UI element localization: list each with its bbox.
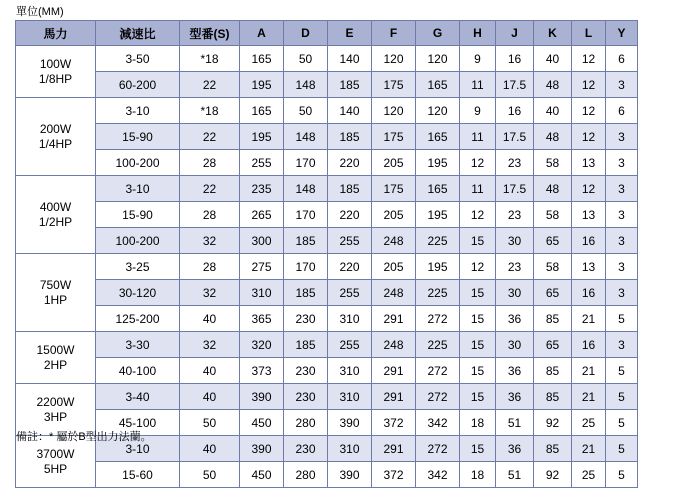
- cell-a: 450: [240, 410, 284, 436]
- cell-l: 21: [572, 358, 606, 384]
- cell-model: *18: [180, 98, 240, 124]
- cell-g: 342: [416, 410, 460, 436]
- cell-j: 51: [496, 462, 534, 488]
- cell-a: 365: [240, 306, 284, 332]
- column-header-power: 馬力: [16, 21, 96, 46]
- cell-model: 22: [180, 124, 240, 150]
- table-row: [16, 254, 638, 280]
- cell-l: 12: [572, 72, 606, 98]
- cell-f: 372: [372, 462, 416, 488]
- table-row: [16, 332, 638, 358]
- column-header-d: D: [284, 21, 328, 46]
- table-header-row: [16, 21, 638, 46]
- cell-model: 22: [180, 176, 240, 202]
- cell-k: 85: [534, 436, 572, 462]
- cell-y: 3: [606, 202, 638, 228]
- cell-d: 148: [284, 176, 328, 202]
- cell-h: 15: [460, 228, 496, 254]
- column-header-a: A: [240, 21, 284, 46]
- cell-power: [16, 332, 96, 384]
- cell-g: 225: [416, 332, 460, 358]
- cell-f: 205: [372, 254, 416, 280]
- cell-ratio: 125-200: [96, 306, 180, 332]
- cell-k: 58: [534, 202, 572, 228]
- cell-f: 175: [372, 72, 416, 98]
- cell-h: 11: [460, 124, 496, 150]
- cell-k: 40: [534, 46, 572, 72]
- cell-a: 300: [240, 228, 284, 254]
- cell-j: 17.5: [496, 72, 534, 98]
- cell-g: 195: [416, 150, 460, 176]
- cell-h: 15: [460, 306, 496, 332]
- cell-e: 185: [328, 72, 372, 98]
- cell-y: 3: [606, 124, 638, 150]
- cell-g: 272: [416, 384, 460, 410]
- cell-f: 248: [372, 228, 416, 254]
- cell-d: 185: [284, 280, 328, 306]
- cell-d: 280: [284, 462, 328, 488]
- cell-f: 205: [372, 150, 416, 176]
- cell-e: 310: [328, 306, 372, 332]
- table-row: [16, 98, 638, 124]
- cell-g: 120: [416, 46, 460, 72]
- cell-g: 272: [416, 306, 460, 332]
- cell-h: 15: [460, 384, 496, 410]
- cell-k: 48: [534, 176, 572, 202]
- cell-k: 40: [534, 98, 572, 124]
- cell-f: 175: [372, 176, 416, 202]
- cell-h: 12: [460, 150, 496, 176]
- unit-label: 單位(MM): [16, 6, 64, 18]
- cell-d: 230: [284, 358, 328, 384]
- cell-j: 17.5: [496, 176, 534, 202]
- power-line-2: 3HP: [43, 409, 68, 424]
- cell-y: 3: [606, 72, 638, 98]
- cell-j: 17.5: [496, 124, 534, 150]
- cell-k: 58: [534, 254, 572, 280]
- cell-y: 5: [606, 436, 638, 462]
- cell-h: 12: [460, 202, 496, 228]
- table-row: [16, 358, 638, 384]
- cell-e: 310: [328, 436, 372, 462]
- cell-j: 51: [496, 410, 534, 436]
- table-row: [16, 202, 638, 228]
- cell-model: 28: [180, 150, 240, 176]
- cell-e: 220: [328, 254, 372, 280]
- cell-y: 5: [606, 384, 638, 410]
- cell-y: 3: [606, 228, 638, 254]
- power-line-2: 1HP: [43, 292, 68, 307]
- cell-k: 48: [534, 72, 572, 98]
- column-header-e: E: [328, 21, 372, 46]
- cell-y: 6: [606, 46, 638, 72]
- cell-ratio: 3-25: [96, 254, 180, 280]
- cell-j: 16: [496, 46, 534, 72]
- cell-a: 390: [240, 384, 284, 410]
- cell-y: 3: [606, 254, 638, 280]
- cell-a: 265: [240, 202, 284, 228]
- power-line-2: 1/8HP: [38, 71, 73, 86]
- cell-k: 48: [534, 124, 572, 150]
- cell-a: 450: [240, 462, 284, 488]
- cell-f: 291: [372, 358, 416, 384]
- cell-g: 225: [416, 228, 460, 254]
- cell-ratio: 3-30: [96, 332, 180, 358]
- column-header-h: H: [460, 21, 496, 46]
- cell-j: 23: [496, 254, 534, 280]
- cell-g: 195: [416, 254, 460, 280]
- cell-g: 225: [416, 280, 460, 306]
- table-body: [16, 46, 638, 488]
- cell-power: [16, 46, 96, 98]
- cell-f: 248: [372, 280, 416, 306]
- cell-a: 165: [240, 98, 284, 124]
- power-line-2: 2HP: [43, 357, 68, 372]
- column-header-model: 型番(S): [180, 21, 240, 46]
- cell-k: 65: [534, 280, 572, 306]
- cell-l: 12: [572, 176, 606, 202]
- power-line-2: 5HP: [43, 461, 68, 476]
- cell-j: 36: [496, 306, 534, 332]
- cell-y: 3: [606, 280, 638, 306]
- cell-d: 230: [284, 384, 328, 410]
- cell-k: 65: [534, 228, 572, 254]
- cell-f: 291: [372, 306, 416, 332]
- cell-l: 12: [572, 124, 606, 150]
- cell-a: 320: [240, 332, 284, 358]
- cell-g: 342: [416, 462, 460, 488]
- cell-d: 230: [284, 436, 328, 462]
- cell-j: 36: [496, 384, 534, 410]
- cell-model: 40: [180, 358, 240, 384]
- cell-e: 140: [328, 98, 372, 124]
- cell-e: 185: [328, 124, 372, 150]
- cell-a: 373: [240, 358, 284, 384]
- cell-j: 30: [496, 280, 534, 306]
- cell-g: 272: [416, 436, 460, 462]
- power-line-2: 1/2HP: [38, 214, 73, 229]
- cell-d: 185: [284, 228, 328, 254]
- cell-h: 15: [460, 332, 496, 358]
- cell-h: 18: [460, 462, 496, 488]
- cell-k: 92: [534, 462, 572, 488]
- cell-l: 13: [572, 254, 606, 280]
- cell-g: 165: [416, 72, 460, 98]
- cell-g: 165: [416, 176, 460, 202]
- cell-f: 120: [372, 46, 416, 72]
- cell-y: 3: [606, 176, 638, 202]
- cell-k: 85: [534, 306, 572, 332]
- cell-a: 390: [240, 436, 284, 462]
- column-header-l: L: [572, 21, 606, 46]
- cell-y: 5: [606, 358, 638, 384]
- cell-e: 185: [328, 176, 372, 202]
- cell-g: 195: [416, 202, 460, 228]
- cell-e: 310: [328, 358, 372, 384]
- cell-h: 11: [460, 176, 496, 202]
- cell-k: 85: [534, 358, 572, 384]
- cell-ratio: 15-90: [96, 202, 180, 228]
- cell-g: 165: [416, 124, 460, 150]
- cell-j: 30: [496, 332, 534, 358]
- cell-ratio: 3-40: [96, 384, 180, 410]
- cell-model: 50: [180, 462, 240, 488]
- cell-d: 148: [284, 124, 328, 150]
- cell-k: 92: [534, 410, 572, 436]
- cell-g: 120: [416, 98, 460, 124]
- cell-g: 272: [416, 358, 460, 384]
- power-line-1: 3700W: [36, 446, 75, 461]
- power-line-1: 1500W: [36, 342, 75, 357]
- cell-e: 220: [328, 150, 372, 176]
- cell-ratio: 60-200: [96, 72, 180, 98]
- cell-f: 248: [372, 332, 416, 358]
- table-row: [16, 46, 638, 72]
- column-header-g: G: [416, 21, 460, 46]
- cell-ratio: 15-60: [96, 462, 180, 488]
- cell-d: 148: [284, 72, 328, 98]
- cell-j: 36: [496, 358, 534, 384]
- cell-ratio: 40-100: [96, 358, 180, 384]
- cell-y: 6: [606, 98, 638, 124]
- cell-h: 15: [460, 280, 496, 306]
- cell-model: 50: [180, 410, 240, 436]
- cell-e: 310: [328, 384, 372, 410]
- cell-h: 15: [460, 436, 496, 462]
- column-header-f: F: [372, 21, 416, 46]
- cell-h: 18: [460, 410, 496, 436]
- table-row: [16, 228, 638, 254]
- cell-j: 36: [496, 436, 534, 462]
- table-row: [16, 72, 638, 98]
- cell-l: 21: [572, 384, 606, 410]
- column-header-y: Y: [606, 21, 638, 46]
- power-line-1: 750W: [39, 277, 72, 292]
- cell-model: 32: [180, 228, 240, 254]
- cell-y: 5: [606, 410, 638, 436]
- column-header-j: J: [496, 21, 534, 46]
- cell-l: 25: [572, 410, 606, 436]
- cell-l: 16: [572, 280, 606, 306]
- table-row: [16, 176, 638, 202]
- cell-k: 65: [534, 332, 572, 358]
- cell-model: *18: [180, 46, 240, 72]
- cell-ratio: 3-10: [96, 176, 180, 202]
- cell-f: 175: [372, 124, 416, 150]
- cell-a: 255: [240, 150, 284, 176]
- cell-f: 120: [372, 98, 416, 124]
- table-header: [16, 21, 638, 46]
- table-row: [16, 306, 638, 332]
- cell-e: 220: [328, 202, 372, 228]
- table-row: [16, 124, 638, 150]
- cell-f: 291: [372, 436, 416, 462]
- cell-f: 372: [372, 410, 416, 436]
- table-row: [16, 280, 638, 306]
- gearbox-dimension-table: [15, 20, 638, 488]
- cell-j: 16: [496, 98, 534, 124]
- cell-d: 185: [284, 332, 328, 358]
- power-line-1: 2200W: [36, 394, 75, 409]
- cell-a: 310: [240, 280, 284, 306]
- cell-j: 23: [496, 150, 534, 176]
- cell-l: 16: [572, 332, 606, 358]
- cell-power: [16, 254, 96, 332]
- cell-ratio: 3-10: [96, 436, 180, 462]
- cell-d: 50: [284, 46, 328, 72]
- cell-ratio: 30-120: [96, 280, 180, 306]
- cell-l: 13: [572, 150, 606, 176]
- cell-l: 21: [572, 436, 606, 462]
- cell-h: 9: [460, 98, 496, 124]
- cell-e: 390: [328, 462, 372, 488]
- cell-power: [16, 98, 96, 176]
- cell-e: 140: [328, 46, 372, 72]
- cell-a: 235: [240, 176, 284, 202]
- cell-ratio: 3-10: [96, 98, 180, 124]
- cell-a: 275: [240, 254, 284, 280]
- cell-j: 30: [496, 228, 534, 254]
- cell-a: 165: [240, 46, 284, 72]
- cell-power: [16, 176, 96, 254]
- cell-l: 13: [572, 202, 606, 228]
- cell-e: 255: [328, 228, 372, 254]
- cell-y: 5: [606, 306, 638, 332]
- cell-l: 21: [572, 306, 606, 332]
- table-row: [16, 384, 638, 410]
- cell-l: 12: [572, 46, 606, 72]
- cell-model: 32: [180, 332, 240, 358]
- table-row: [16, 150, 638, 176]
- cell-e: 390: [328, 410, 372, 436]
- cell-model: 40: [180, 384, 240, 410]
- cell-d: 170: [284, 254, 328, 280]
- cell-f: 205: [372, 202, 416, 228]
- cell-d: 230: [284, 306, 328, 332]
- cell-l: 12: [572, 98, 606, 124]
- cell-d: 170: [284, 150, 328, 176]
- cell-model: 40: [180, 306, 240, 332]
- cell-ratio: 45-100: [96, 410, 180, 436]
- cell-ratio: 100-200: [96, 150, 180, 176]
- power-line-1: 200W: [39, 121, 72, 136]
- cell-y: 5: [606, 462, 638, 488]
- cell-d: 50: [284, 98, 328, 124]
- power-line-2: 1/4HP: [38, 136, 73, 151]
- power-line-1: 400W: [39, 199, 72, 214]
- cell-h: 9: [460, 46, 496, 72]
- column-header-k: K: [534, 21, 572, 46]
- cell-h: 12: [460, 254, 496, 280]
- cell-model: 28: [180, 202, 240, 228]
- column-header-ratio: 減速比: [96, 21, 180, 46]
- cell-model: 28: [180, 254, 240, 280]
- cell-f: 291: [372, 384, 416, 410]
- cell-ratio: 100-200: [96, 228, 180, 254]
- cell-h: 11: [460, 72, 496, 98]
- footnote: 備註：* 屬於B型出力法蘭。: [16, 431, 152, 443]
- cell-l: 16: [572, 228, 606, 254]
- cell-k: 58: [534, 150, 572, 176]
- cell-j: 23: [496, 202, 534, 228]
- cell-a: 195: [240, 124, 284, 150]
- table-row: [16, 462, 638, 488]
- cell-ratio: 15-90: [96, 124, 180, 150]
- cell-model: 40: [180, 436, 240, 462]
- cell-model: 32: [180, 280, 240, 306]
- cell-e: 255: [328, 280, 372, 306]
- cell-ratio: 3-50: [96, 46, 180, 72]
- power-line-1: 100W: [39, 56, 72, 71]
- cell-e: 255: [328, 332, 372, 358]
- cell-k: 85: [534, 384, 572, 410]
- cell-h: 15: [460, 358, 496, 384]
- cell-d: 170: [284, 202, 328, 228]
- cell-a: 195: [240, 72, 284, 98]
- cell-y: 3: [606, 332, 638, 358]
- cell-model: 22: [180, 72, 240, 98]
- cell-y: 3: [606, 150, 638, 176]
- cell-l: 25: [572, 462, 606, 488]
- cell-d: 280: [284, 410, 328, 436]
